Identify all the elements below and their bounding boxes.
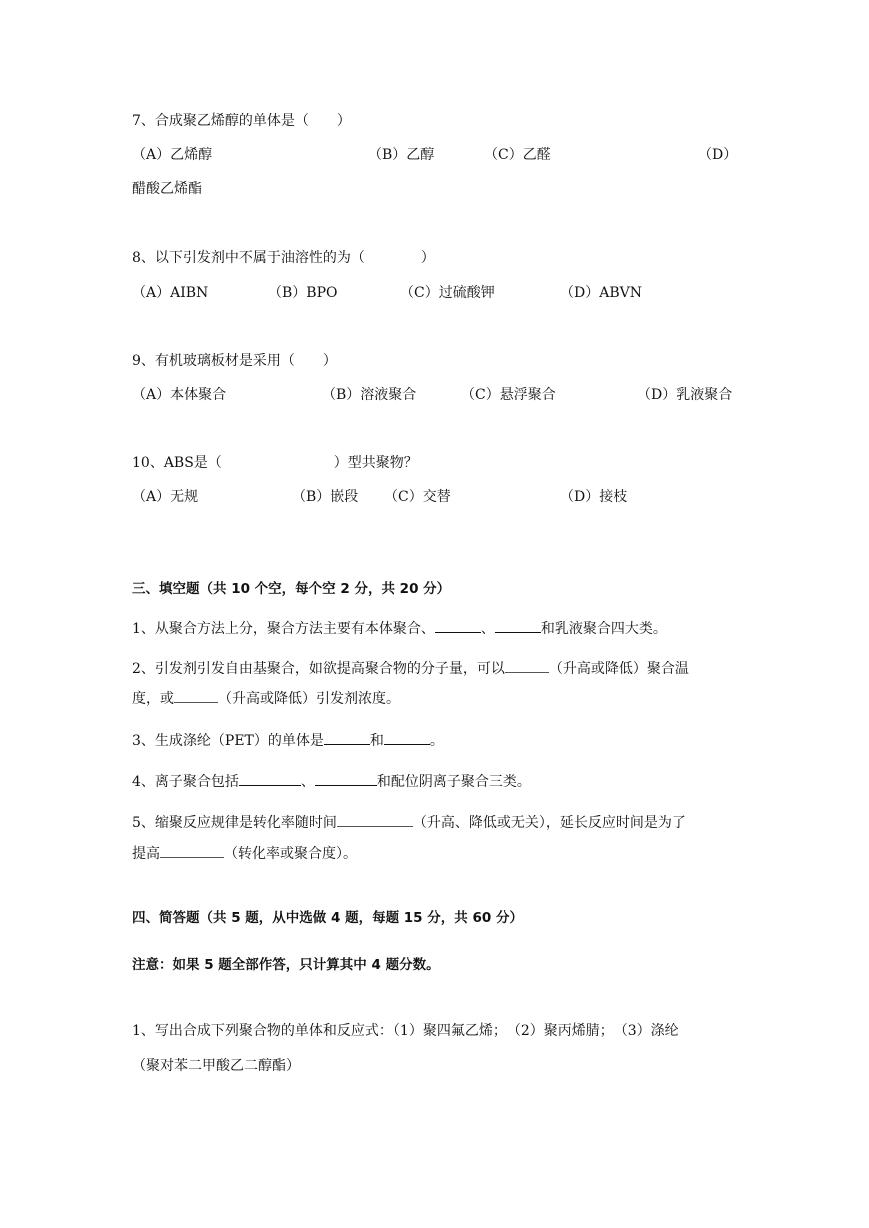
- blank-line: [315, 771, 377, 786]
- fill-question-1: 1、从聚合方法上分，聚合方法主要有本体聚合、 、 和乳液聚合四大类。: [132, 618, 667, 639]
- question-9-stem: 9、有机玻璃板材是采用（ ）: [132, 353, 337, 369]
- blank-line: [174, 688, 218, 703]
- question-9-option-a: （A）本体聚合: [132, 387, 227, 403]
- question-10-option-a: （A）无规: [132, 489, 199, 505]
- blank-line: [160, 843, 224, 858]
- blank-line: [495, 618, 541, 633]
- blank-line: [324, 730, 370, 745]
- question-10-option-b: （B）嵌段: [292, 489, 359, 505]
- fill-question-2-line-2: 度，或 （升高或降低）引发剂浓度。: [132, 688, 400, 709]
- section-4-note: 注意：如果 5 题全部作答，只计算其中 4 题分数。: [132, 957, 440, 973]
- blank-line: [505, 658, 549, 673]
- question-7-option-d: （D）: [698, 147, 738, 163]
- question-7-option-d-text: 醋酸乙烯酯: [132, 181, 202, 197]
- question-10-stem: 10、ABS是（ ）型共聚物？: [132, 455, 418, 471]
- fill-question-5-line-1: 5、缩聚反应规律是转化率随时间 （升高、降低或无关），延长反应时间是为了: [132, 812, 686, 833]
- question-10-option-c: （C）交替: [384, 489, 451, 505]
- blank-line: [384, 730, 430, 745]
- question-7-option-c: （C）乙醛: [484, 147, 551, 163]
- question-9-option-d: （D）乳液聚合: [637, 387, 733, 403]
- section-3-title: 三、填空题（共 10 个空，每个空 2 分，共 20 分）: [132, 581, 451, 597]
- short-answer-question-1-cont: （聚对苯二甲酸乙二醇酯）: [132, 1058, 300, 1074]
- fill-question-3: 3、生成涤纶（PET）的单体是 和 。: [132, 730, 444, 751]
- question-10-option-d: （D）接枝: [560, 489, 628, 505]
- question-7-option-a: （A）乙烯醇: [132, 147, 213, 163]
- fill-question-5-line-2: 提高 （转化率或聚合度）。: [132, 843, 357, 864]
- question-8-option-c: （C）过硫酸钾: [400, 285, 495, 301]
- question-8-option-a: （A）AIBN: [132, 285, 209, 301]
- question-7-stem: 7、合成聚乙烯醇的单体是（ ）: [132, 113, 351, 129]
- question-8-option-d: （D）ABVN: [560, 285, 642, 301]
- short-answer-question-1: 1、写出合成下列聚合物的单体和反应式：（1）聚四氟乙烯； （2）聚丙烯腈； （3）涤纶: [132, 1023, 679, 1039]
- question-8-option-b: （B）BPO: [268, 285, 338, 301]
- fill-question-2-line-1: 2、引发剂引发自由基聚合，如欲提高聚合物的分子量，可以 （升高或降低）聚合温: [132, 658, 689, 679]
- blank-line: [239, 771, 301, 786]
- question-7-option-b: （B）乙醇: [368, 147, 435, 163]
- section-4-title: 四、简答题（共 5 题，从中选做 4 题，每题 15 分，共 60 分）: [132, 910, 523, 926]
- question-9-option-c: （C）悬浮聚合: [461, 387, 556, 403]
- blank-line: [337, 812, 413, 827]
- fill-question-4: 4、离子聚合包括 、 和配位阴离子聚合三类。: [132, 771, 531, 792]
- question-8-stem: 8、以下引发剂中不属于油溶性的为（ ）: [132, 250, 435, 266]
- question-9-option-b: （B）溶液聚合: [322, 387, 417, 403]
- blank-line: [435, 618, 481, 633]
